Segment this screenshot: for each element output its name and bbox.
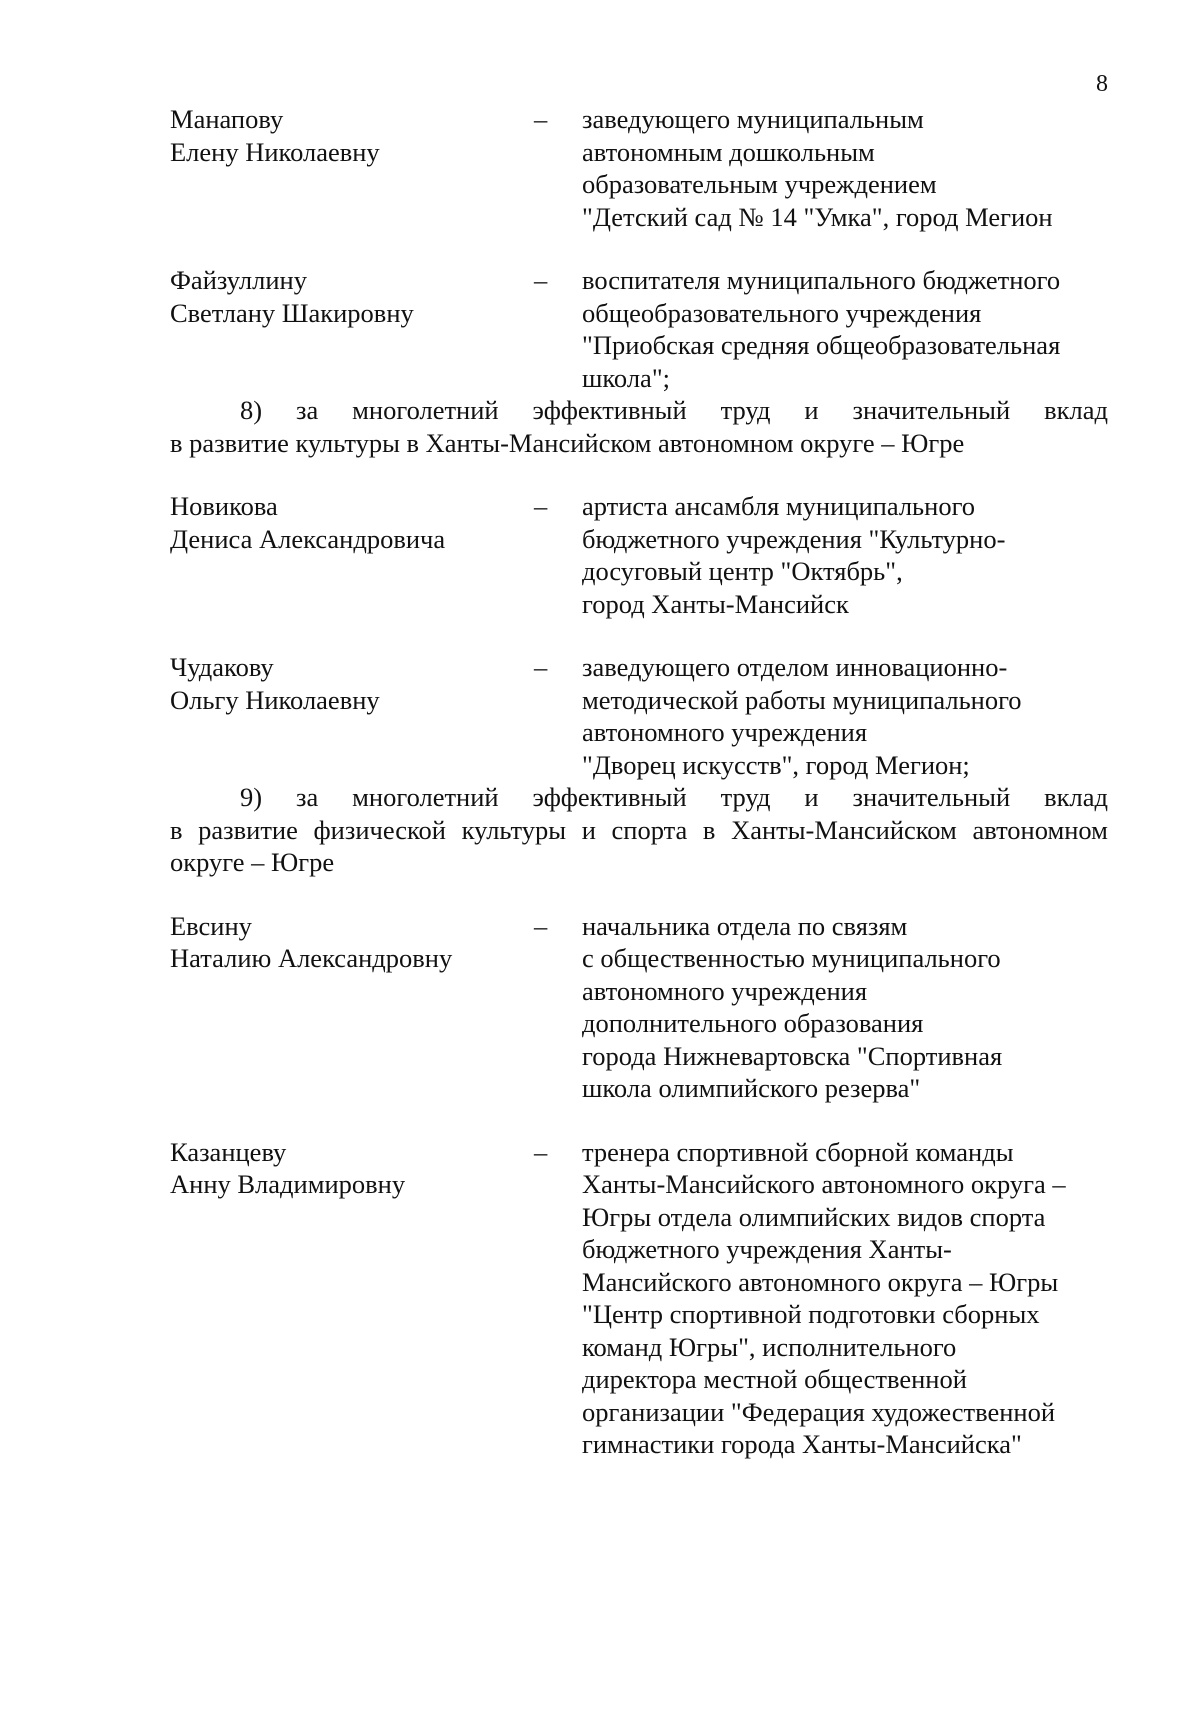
recipient-position: [582, 490, 1108, 620]
award-entry: [170, 910, 1108, 1105]
recipient-position-line: школа олимпийского резерва": [582, 1073, 921, 1103]
recipient-name: [170, 1136, 534, 1201]
recipient-position-line: бюджетного учреждения Ханты-: [582, 1234, 952, 1264]
page-number: 8: [1096, 71, 1108, 97]
category-lead-line: [170, 781, 1108, 814]
entry-dash: –: [534, 652, 548, 682]
word: Ханты-Мансийском: [731, 814, 957, 845]
recipient-position-line: команд Югры", исполнительного: [582, 1331, 957, 1362]
recipient-position-line: автономного учреждения: [582, 717, 868, 747]
word: за: [296, 395, 319, 425]
word: и: [804, 782, 819, 812]
recipient-position-line: Югры отдела олимпийских видов спорта: [582, 1201, 1046, 1232]
recipient-position-line: досуговый центр "Октябрь",: [582, 556, 903, 586]
recipient-position-line: директора местной общественной: [582, 1364, 967, 1394]
recipient-position: [582, 264, 1108, 394]
recipient-position-line: школа";: [582, 362, 671, 393]
recipient-position-line: тренера спортивной сборной команды: [582, 1136, 1014, 1167]
recipient-position-line: гимнастики города Ханты-Мансийска": [582, 1429, 1022, 1459]
document-body: [170, 103, 1108, 1461]
recipient-position-line: "Дворец искусств", город Мегион;: [582, 749, 970, 780]
recipient-position-line: с общественностью муниципального: [582, 943, 1001, 973]
word: культуры: [461, 814, 567, 845]
recipient-position-line: образовательным учреждением: [582, 169, 937, 199]
award-category-heading: [170, 394, 1108, 459]
entry-dash: –: [534, 1136, 548, 1167]
recipient-position-line: города Нижневартовска "Спортивная: [582, 1040, 1003, 1071]
recipient-position-line: "Центр спортивной подготовки сборных: [582, 1299, 1040, 1329]
word: и: [581, 814, 596, 845]
recipient-name-line: Наталию Александровну: [170, 943, 453, 973]
recipient-position-line: Ханты-Мансийского автономного округа –: [582, 1169, 1066, 1199]
recipient-position-line: автономного учреждения: [582, 975, 868, 1006]
recipient-name: [170, 490, 534, 555]
recipient-name-line: Анну Владимировну: [170, 1169, 406, 1199]
recipient-position-line: дополнительного образования: [582, 1008, 924, 1038]
award-category-heading: [170, 781, 1108, 879]
word: автономном: [972, 814, 1108, 845]
word: вклад: [1044, 395, 1108, 425]
award-entry: [170, 490, 1108, 620]
recipient-name-line: Ольгу Николаевну: [170, 684, 380, 715]
recipient-name: [170, 103, 534, 168]
recipient-position-line: воспитателя муниципального бюджетного: [582, 265, 1061, 295]
category-last-line: округе – Югре: [170, 847, 335, 877]
award-entry: [170, 651, 1108, 781]
word: вклад: [1044, 782, 1108, 812]
recipient-position-line: "Детский сад № 14 "Умка", город Мегион: [582, 201, 1053, 232]
word: значительный: [852, 395, 1011, 425]
recipient-position-line: бюджетного учреждения "Культурно-: [582, 523, 1006, 554]
recipient-position-line: начальника отдела по связям: [582, 910, 908, 941]
word: физической: [313, 814, 446, 845]
word: эффективный: [532, 782, 687, 812]
word: 9): [240, 782, 263, 812]
word: эффективный: [532, 395, 687, 425]
category-lead-line: [170, 394, 1108, 427]
entry-dash: –: [534, 910, 548, 941]
recipient-position-line: заведующего отделом инновационно-: [582, 652, 1008, 682]
word: в: [702, 814, 716, 845]
word: многолетний: [352, 395, 499, 425]
entry-dash: –: [534, 104, 548, 134]
word: многолетний: [352, 782, 499, 812]
recipient-position-line: Мансийского автономного округа – Югры: [582, 1266, 1059, 1297]
word: 8): [240, 395, 263, 425]
recipient-name-line: Дениса Александровича: [170, 523, 446, 554]
recipient-name-line: Елену Николаевну: [170, 136, 380, 167]
entry-dash: –: [534, 265, 548, 295]
recipient-position: [582, 651, 1108, 781]
word: труд: [720, 782, 771, 812]
award-entry: [170, 264, 1108, 394]
word: за: [296, 782, 319, 812]
recipient-name-line: Чудакову: [170, 652, 274, 682]
word: спорта: [611, 814, 688, 845]
word: развитие: [198, 814, 298, 845]
recipient-position-line: "Приобская средняя общеобразовательная: [582, 330, 1061, 360]
recipient-position: [582, 103, 1108, 233]
recipient-name: [170, 264, 534, 329]
recipient-position-line: общеобразовательного учреждения: [582, 297, 982, 328]
entry-dash: –: [534, 491, 548, 521]
award-entry: [170, 103, 1108, 233]
recipient-name-line: Казанцеву: [170, 1136, 287, 1167]
recipient-position-line: город Ханты-Мансийск: [582, 588, 849, 619]
recipient-position-line: методической работы муниципального: [582, 684, 1022, 715]
award-entry: [170, 1136, 1108, 1461]
category-line: [170, 814, 1108, 847]
word: значительный: [852, 782, 1011, 812]
word: в: [170, 814, 183, 845]
word: труд: [720, 395, 771, 425]
recipient-position-line: организации "Федерация художественной: [582, 1396, 1056, 1427]
recipient-name: [170, 651, 534, 716]
recipient-position-line: заведующего муниципальным: [582, 104, 924, 134]
recipient-name-line: Светлану Шакировну: [170, 297, 414, 328]
recipient-name-line: Манапову: [170, 104, 284, 134]
recipient-name: [170, 910, 534, 975]
recipient-name-line: Файзуллину: [170, 265, 307, 295]
recipient-name-line: Новикова: [170, 491, 278, 521]
recipient-position: [582, 910, 1108, 1105]
recipient-position: [582, 1136, 1108, 1461]
recipient-position-line: автономным дошкольным: [582, 136, 875, 167]
recipient-name-line: Евсину: [170, 910, 252, 941]
word: и: [804, 395, 819, 425]
category-last-line: в развитие культуры в Ханты-Мансийском автономном округе – Югре: [170, 427, 965, 458]
recipient-position-line: артиста ансамбля муниципального: [582, 491, 976, 521]
